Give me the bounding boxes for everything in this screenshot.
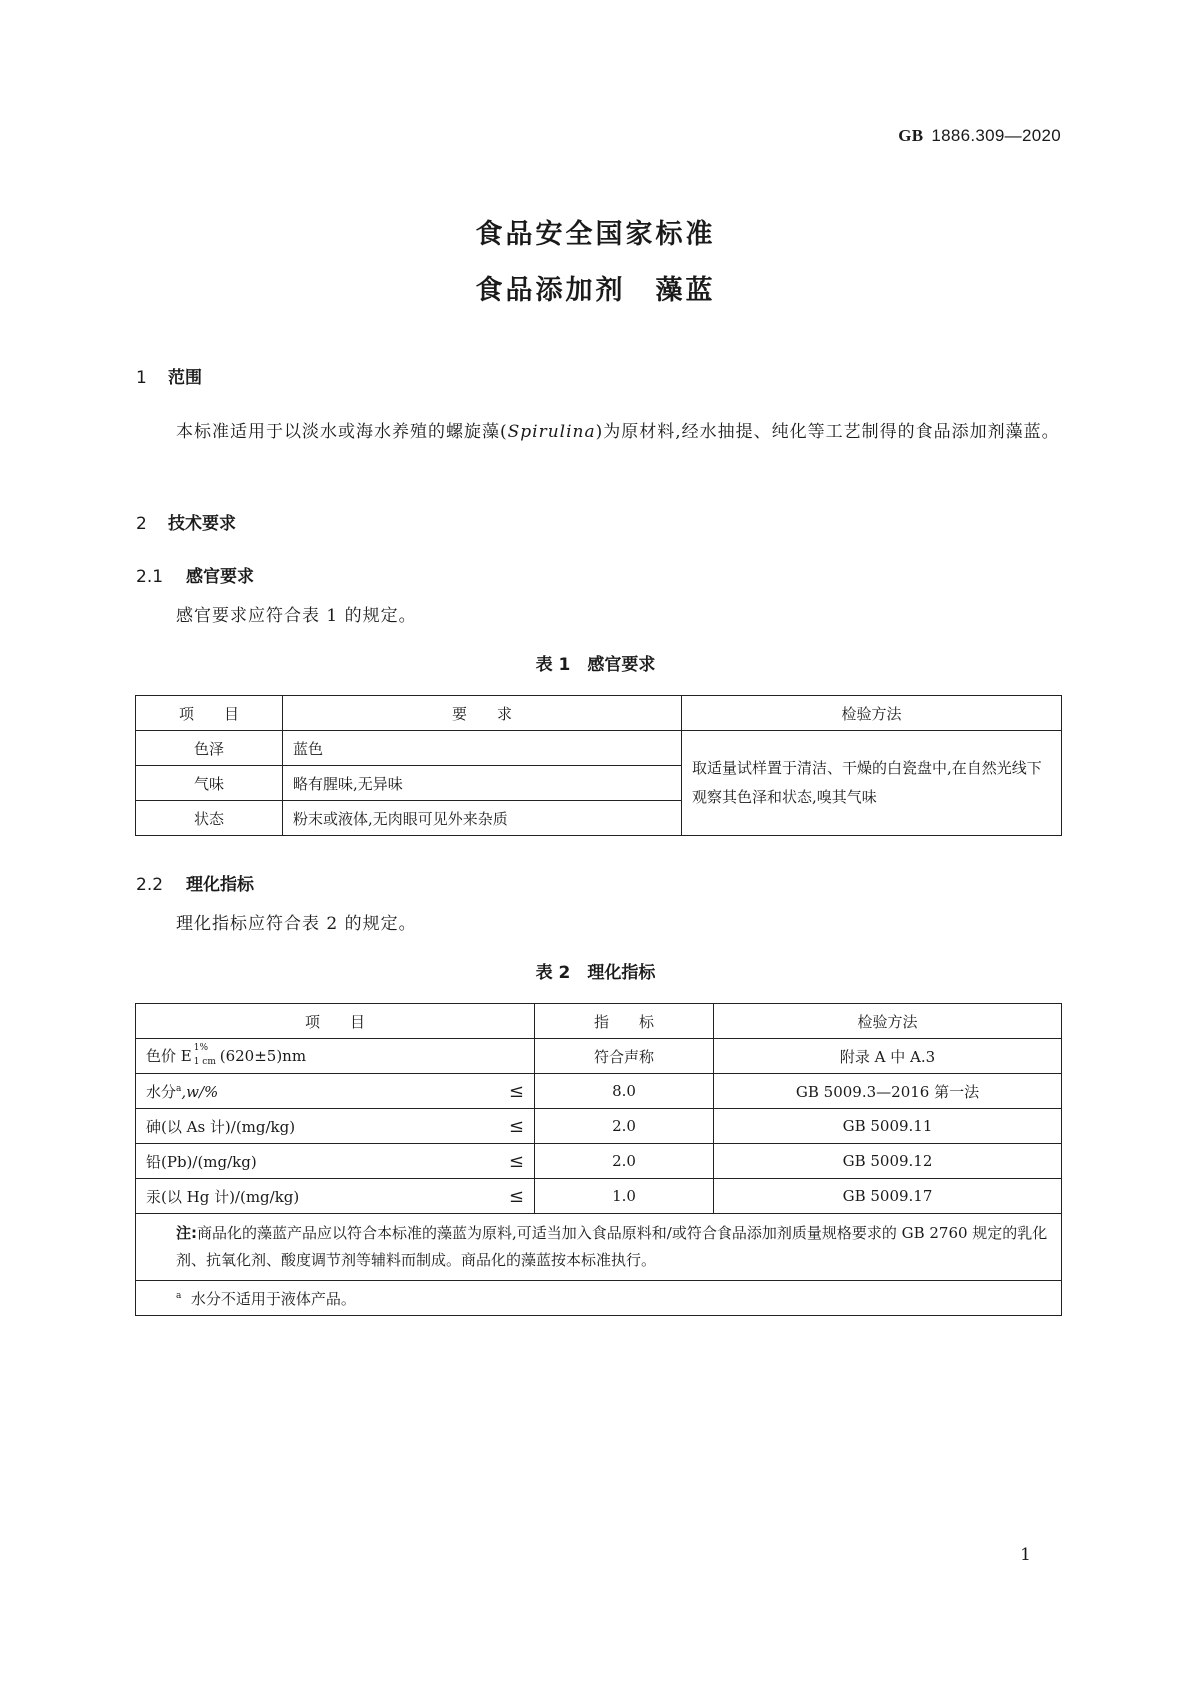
table-cell-item: 气味 — [136, 766, 283, 801]
table-cell-item: 色泽 — [136, 731, 283, 766]
section-1-paragraph: 本标准适用于以淡水或海水养殖的螺旋藻(Spirulina)为原材料,经水抽提、纯化等工艺制得的食品添加剂藻蓝。 — [176, 422, 1060, 442]
section-2-2-heading: 2.2 理化指标 — [136, 875, 254, 895]
table-cell-method: 附录 A 中 A.3 — [714, 1039, 1062, 1074]
table-cell-method: 取适量试样置于清洁、干燥的白瓷盘中,在自然光线下观察其色泽和状态,嗅其气味 — [682, 731, 1062, 836]
table-row — [136, 731, 1062, 766]
table-2-header-method: 检验方法 — [714, 1004, 1062, 1039]
table-1-header-method: 检验方法 — [682, 696, 1062, 731]
table-cell-item: 状态 — [136, 801, 283, 836]
table-2-header-index: 指 标 — [535, 1004, 714, 1039]
table-cell-method: GB 5009.12 — [714, 1144, 1062, 1179]
table-1-header-item: 项 目 — [136, 696, 283, 731]
section-2-heading: 2 技术要求 — [136, 514, 236, 534]
table-cell-value: 1.0 — [535, 1179, 714, 1214]
table-row — [136, 1039, 1062, 1074]
table-2-caption: 表 2 理化指标 — [535, 963, 656, 983]
standard-number: GB 1886.309—2020 — [898, 126, 1061, 145]
table-1-header-requirement: 要 求 — [283, 696, 682, 731]
table-1-caption: 表 1 感官要求 — [535, 655, 656, 675]
table-note: 注:商品化的藻蓝产品应以符合本标准的藻蓝为原料,可适当加入食品原料和/或符合食品添加剂质量规格要求的 GB 2760 规定的乳化剂、抗氧化剂、酸度调节剂等辅料而制成。商品化的藻蓝按本标准执行。 — [136, 1214, 1062, 1281]
table-cell-item: 铅(Pb)/(mg/kg) ≤ — [136, 1144, 535, 1179]
table-cell-method: GB 5009.11 — [714, 1109, 1062, 1144]
table-cell-value: 符合声称 — [535, 1039, 714, 1074]
table-cell-item: 砷(以 As 计)/(mg/kg) ≤ — [136, 1109, 535, 1144]
table-row — [136, 1179, 1062, 1214]
table-row — [136, 1074, 1062, 1109]
table-footnote-row — [136, 1281, 1062, 1316]
table-footnote: $^a$ 水分不适用于液体产品。 — [136, 1281, 1062, 1316]
table-cell-requirement: 蓝色 — [283, 731, 682, 766]
section-2-1-paragraph: 感官要求应符合表 1 的规定。 — [176, 606, 417, 626]
doc-title: 食品安全国家标准 — [475, 219, 716, 250]
table-cell-value: 2.0 — [535, 1144, 714, 1179]
doc-subtitle: 食品添加剂 藻蓝 — [475, 275, 716, 306]
table-row — [136, 1109, 1062, 1144]
table-cell-item: 汞(以 Hg 计)/(mg/kg) ≤ — [136, 1179, 535, 1214]
table-cell-requirement: 粉末或液体,无肉眼可见外来杂质 — [283, 801, 682, 836]
section-2-1-heading: 2.1 感官要求 — [136, 567, 254, 587]
table-note-row — [136, 1214, 1062, 1281]
table-cell-value: 2.0 — [535, 1109, 714, 1144]
table-cell-item: 色价 E 1% 1 cm (620±5)nm — [136, 1039, 535, 1074]
table-1 — [135, 695, 1062, 836]
section-2-2-paragraph: 理化指标应符合表 2 的规定。 — [176, 914, 417, 934]
table-cell-requirement: 略有腥味,无异味 — [283, 766, 682, 801]
table-cell-value: 8.0 — [535, 1074, 714, 1109]
section-1-heading: 1 范围 — [136, 368, 202, 388]
table-2-header-item: 项 目 — [136, 1004, 535, 1039]
table-cell-method: GB 5009.3—2016 第一法 — [714, 1074, 1062, 1109]
table-2 — [135, 1003, 1062, 1316]
page-number: 1 — [1020, 1545, 1031, 1565]
table-row — [136, 1144, 1062, 1179]
table-cell-method: GB 5009.17 — [714, 1179, 1062, 1214]
table-cell-item: 水分$^a$,w/% ≤ — [136, 1074, 535, 1109]
